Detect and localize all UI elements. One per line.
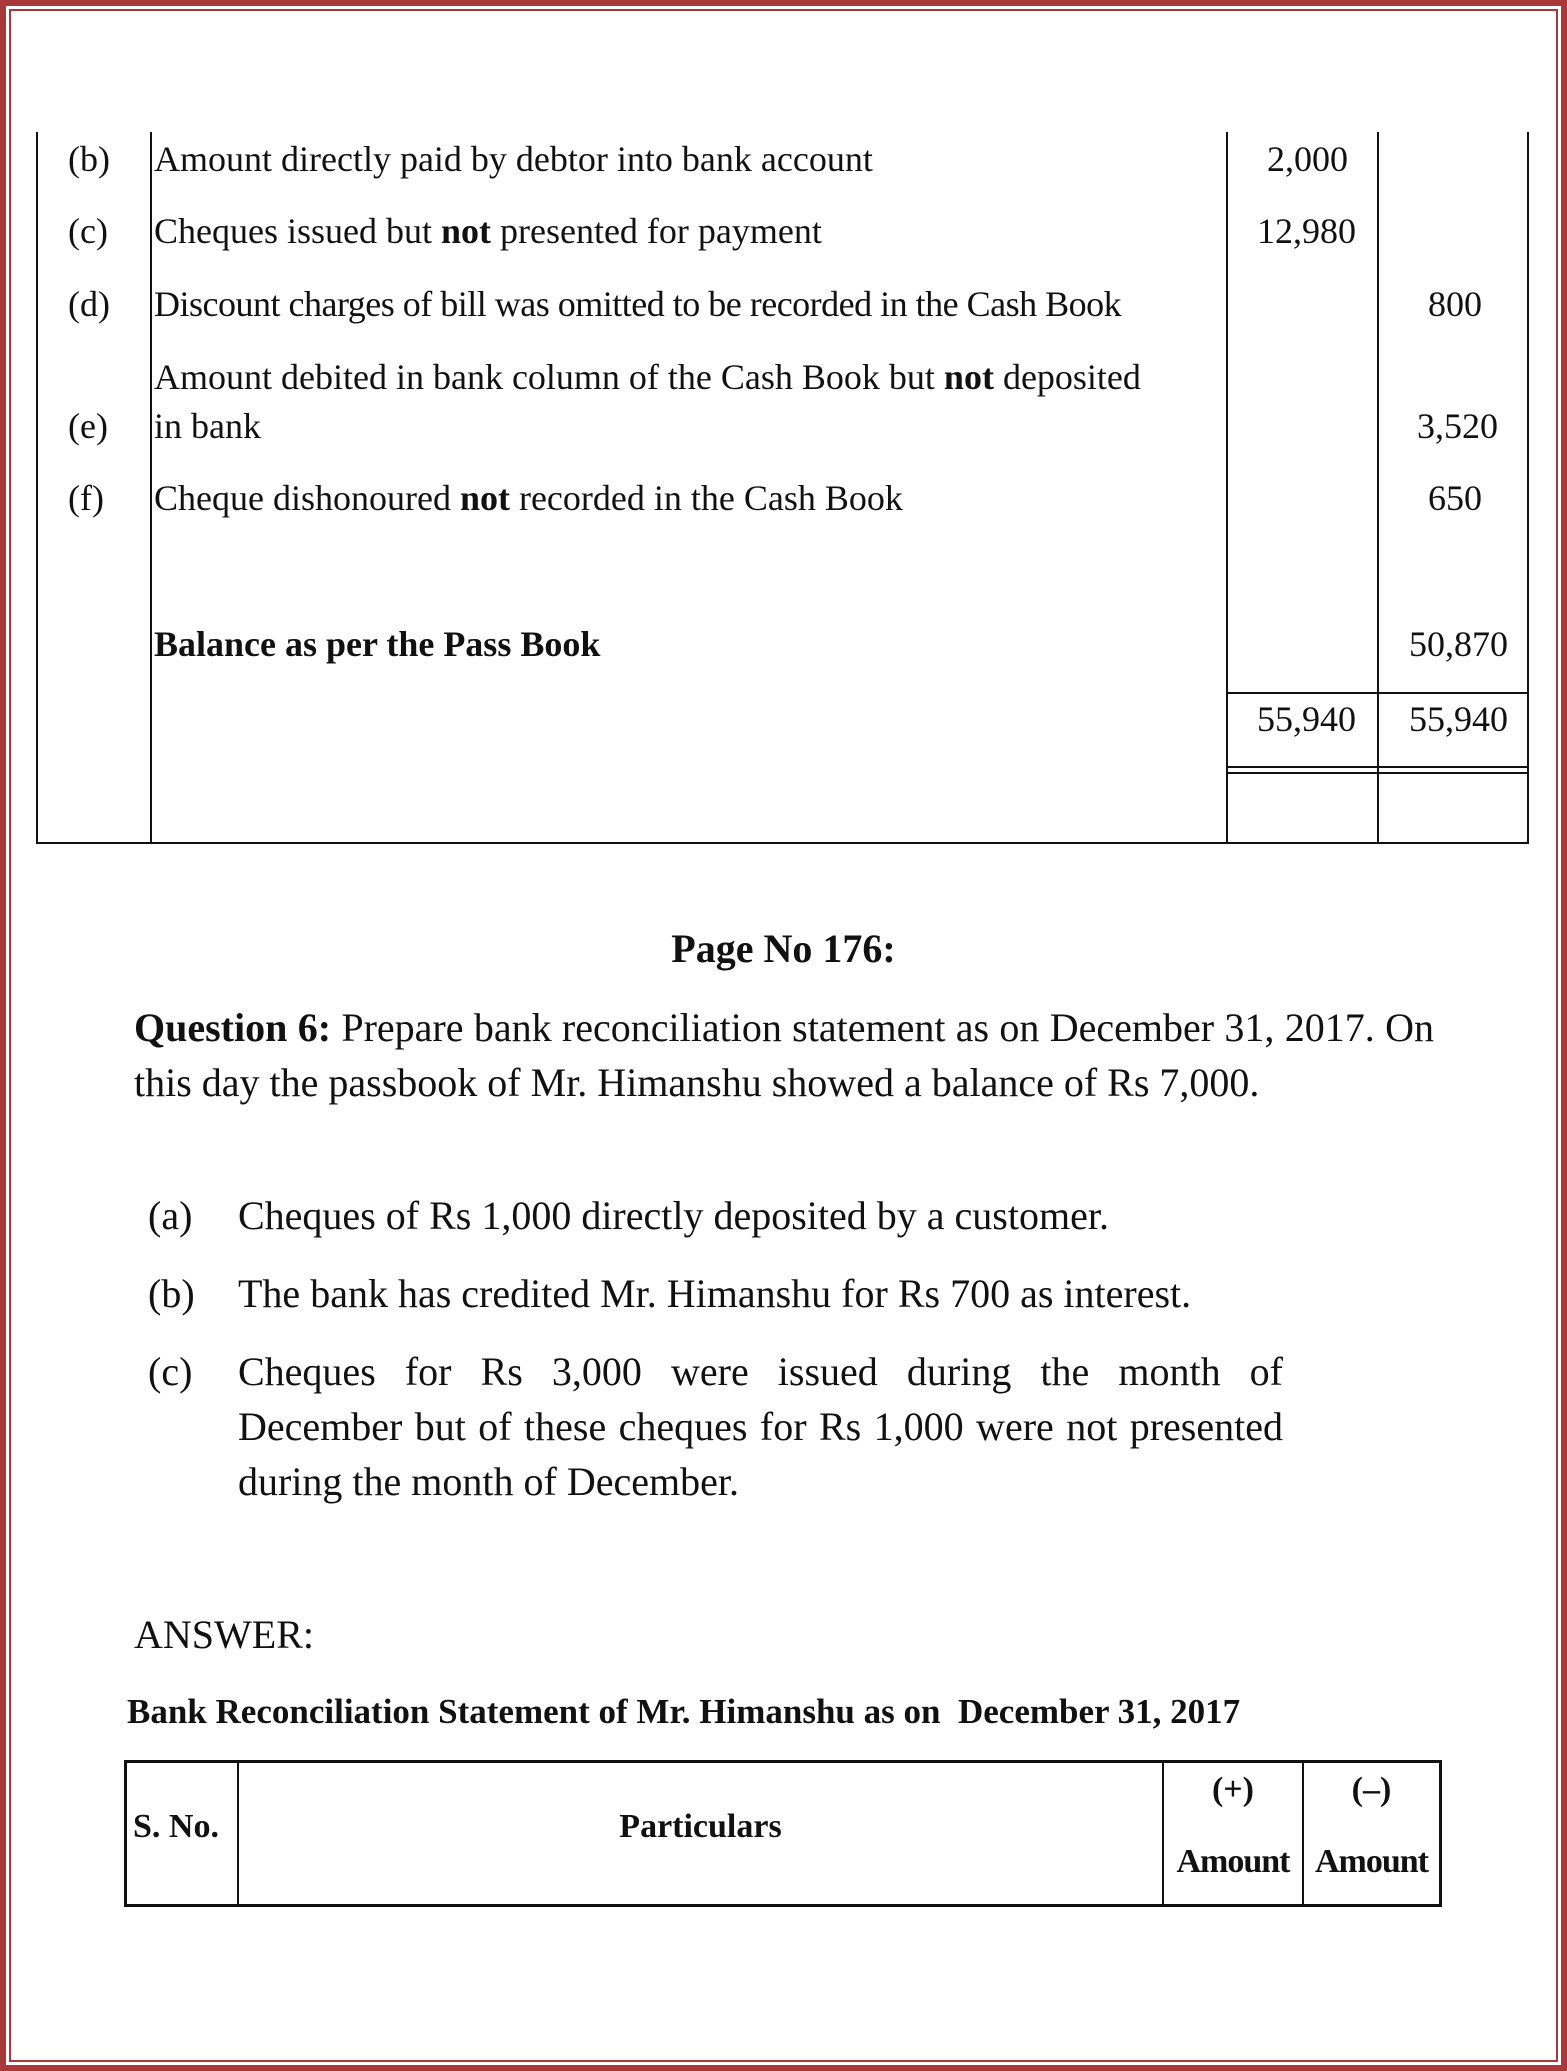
row-label: (c) — [68, 211, 108, 251]
total-double-rule-a — [1226, 766, 1529, 768]
col-plus-sign: (+) — [1211, 1771, 1255, 1808]
row-particulars-continued: in bank — [154, 406, 261, 446]
balance-value: 50,870 — [1409, 624, 1508, 664]
row-particulars: Amount directly paid by debtor into bank account — [154, 139, 873, 179]
row-minus-amount: 3,520 — [1417, 406, 1498, 446]
top-table-divider-3 — [1377, 132, 1379, 843]
top-table-divider-1 — [150, 132, 152, 843]
top-table-right-border — [1527, 132, 1529, 843]
page-heading: Page No 176: — [671, 926, 896, 971]
row-particulars: Cheque dishonoured not recorded in the Cash Book — [154, 478, 903, 518]
row-label: (f) — [68, 478, 104, 518]
row-particulars: Discount charges of bill was omitted to be recorded in the Cash Book — [154, 284, 1122, 324]
total-minus: 55,940 — [1409, 699, 1508, 739]
total-double-rule-b — [1226, 772, 1529, 774]
question-item-text: Cheques for Rs 3,000 were issued during the month of December but of these cheques for Rs 1,000 were not presented during the month of December. — [238, 1349, 1283, 1504]
row-plus-amount: 12,980 — [1257, 211, 1356, 251]
balance-label: Balance as per the Pass Book — [154, 624, 601, 664]
row-minus-amount: 800 — [1428, 284, 1482, 324]
question-item-text: The bank has credited Mr. Himanshu for Rs 700 as interest. — [238, 1271, 1192, 1316]
question-text: Question 6: Prepare bank reconciliation statement as on December 31, 2017. On this day the passbook of Mr. Himanshu showed a balance of Rs 7,000. — [134, 1005, 1434, 1105]
col-sno-header: S. No. — [133, 1808, 219, 1845]
statement-title: Bank Reconciliation Statement of Mr. Himanshu as on December 31, 2017 — [127, 1692, 1241, 1731]
col-minus-amount: Amount — [1314, 1843, 1429, 1880]
answer-label: ANSWER: — [134, 1612, 314, 1657]
row-particulars: Amount debited in bank column of the Cash Book but not deposited — [154, 357, 1141, 397]
row-label: (b) — [68, 139, 110, 179]
row-label: (e) — [68, 406, 108, 446]
answer-table — [124, 1760, 1442, 1907]
question-item-label: (c) — [148, 1349, 193, 1394]
total-top-rule — [1226, 692, 1529, 694]
top-table-bottom-border — [36, 842, 1529, 844]
total-plus: 55,940 — [1257, 699, 1356, 739]
col-plus-amount: Amount — [1176, 1843, 1290, 1880]
col-minus-sign: (–) — [1351, 1771, 1392, 1808]
question-item-text: Cheques of Rs 1,000 directly deposited by a customer. — [238, 1193, 1109, 1238]
row-label: (d) — [68, 284, 110, 324]
row-particulars: Cheques issued but not presented for payment — [154, 211, 822, 251]
question-item-label: (a) — [148, 1193, 193, 1238]
question-label: Question 6: — [134, 1005, 332, 1050]
col-particulars-header: Particulars — [619, 1808, 782, 1845]
row-minus-amount: 650 — [1428, 478, 1482, 518]
row-plus-amount: 2,000 — [1267, 139, 1348, 179]
top-table-left-border — [36, 132, 38, 843]
question-item-label: (b) — [148, 1271, 195, 1316]
top-table-divider-2 — [1226, 132, 1228, 843]
